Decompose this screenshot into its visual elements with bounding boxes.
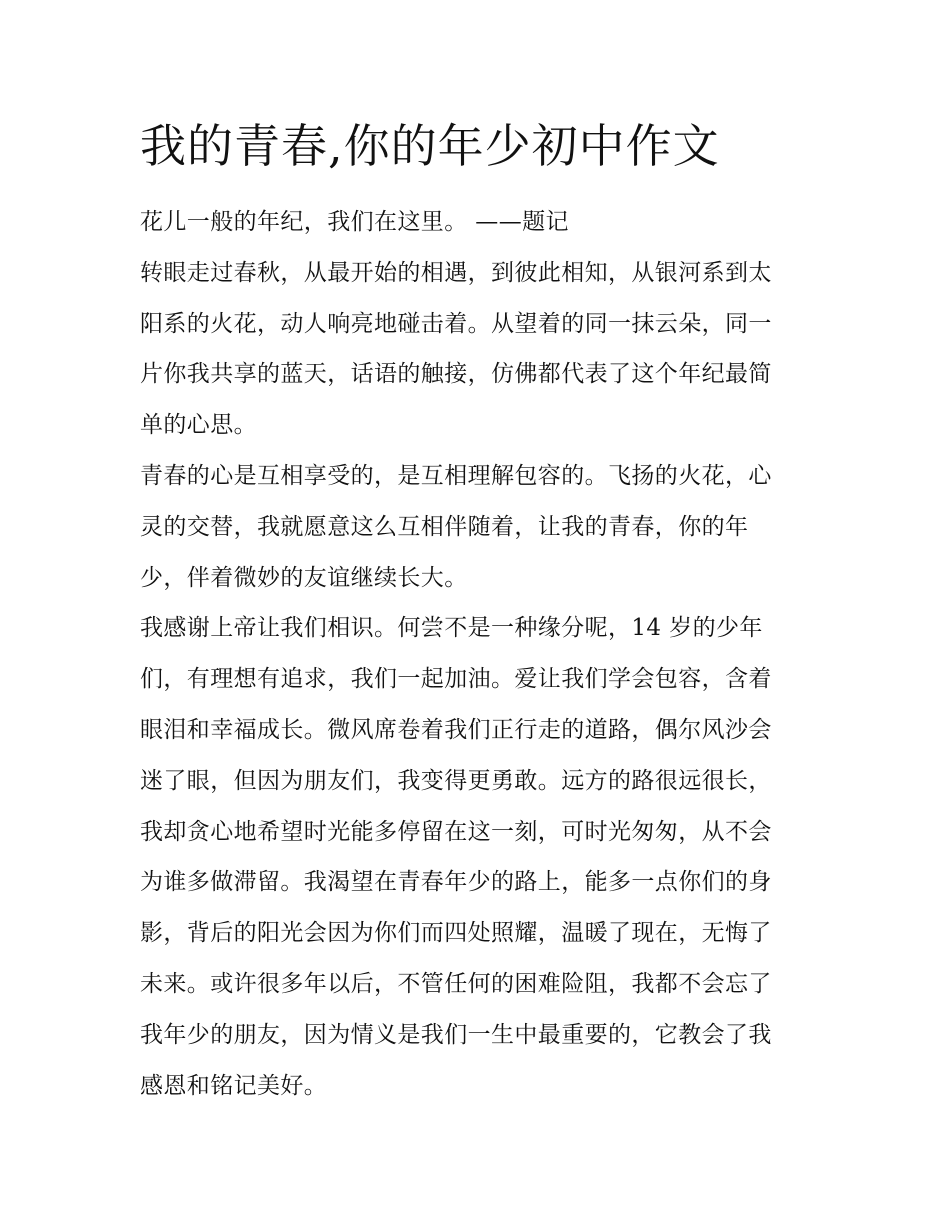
essay-body xyxy=(140,197,830,1111)
text-line: 迷了眼，但因为朋友们，我变得更勇敢。远方的路很远很长， xyxy=(140,767,772,794)
page-title: 我的青春,你的年少初中作文 xyxy=(140,119,720,173)
text-line: 片你我共享的蓝天，话语的触接，仿佛都代表了这个年纪最简 xyxy=(140,361,772,388)
text-line: 感恩和铭记美好。 xyxy=(140,1072,328,1099)
text-line: 转眼走过春秋，从最开始的相遇，到彼此相知，从银河系到太 xyxy=(140,259,772,286)
text-line: 们，有理想有追求，我们一起加油。爱让我们学会包容，含着 xyxy=(140,666,772,693)
text-line: 阳系的火花，动人响亮地碰击着。从望着的同一抹云朵，同一 xyxy=(140,310,772,337)
text-line: 我感谢上帝让我们相识。何尝不是一种缘分呢，14 岁的少年 xyxy=(140,615,763,642)
text-line: 少，伴着微妙的友谊继续长大。 xyxy=(140,564,468,591)
text-line: 青春的心是互相享受的，是互相理解包容的。飞扬的火花，心 xyxy=(140,462,772,489)
text-line: 为谁多做滞留。我渴望在青春年少的路上，能多一点你们的身 xyxy=(140,869,772,896)
text-line: 花儿一般的年纪，我们在这里。 ——题记 xyxy=(140,209,569,235)
text-line: 影，背后的阳光会因为你们而四处照耀，温暖了现在，无悔了 xyxy=(140,920,772,947)
text-line: 眼泪和幸福成长。微风席卷着我们正行走的道路，偶尔风沙会 xyxy=(140,716,772,743)
text-line: 灵的交替，我就愿意这么互相伴随着，让我的青春，你的年 xyxy=(140,513,749,540)
text-line: 我却贪心地希望时光能多停留在这一刻，可时光匆匆，从不会 xyxy=(140,818,772,845)
text-line: 单的心思。 xyxy=(140,412,257,439)
text-line: 未来。或许很多年以后，不管任何的困难险阻，我都不会忘了 xyxy=(140,970,772,997)
text-line: 我年少的朋友，因为情义是我们一生中最重要的，它教会了我 xyxy=(140,1021,772,1048)
